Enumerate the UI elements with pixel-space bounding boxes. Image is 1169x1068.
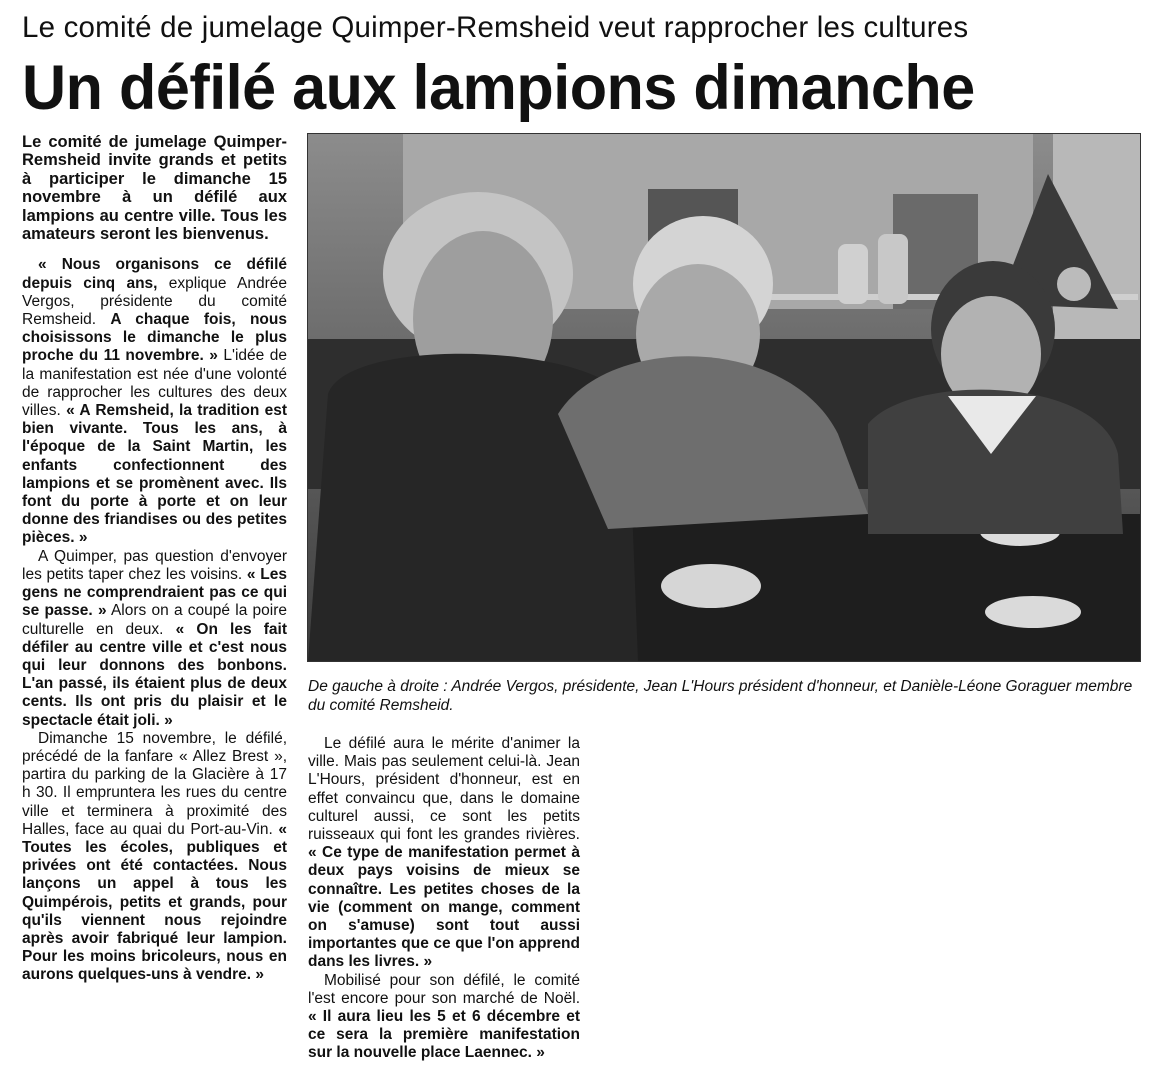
text-column-2 [308,735,580,1063]
paragraph-4 [308,735,580,972]
article-intro: Le comité de jumelage Quimper-Remsheid invite grands et petits à participer le dimanche 15 novembre à un défilé aux lampions au centre ville. Tous les amateurs seront les bienvenus. [22,133,287,244]
paragraph-5 [308,972,580,1063]
article-photo [307,133,1141,662]
quote: « Il aura lieu les 5 et 6 décembre et ce sera la première manifestation sur la nouvelle place Laennec. » [308,1008,580,1062]
quote: « Les gens ne comprendraient pas ce qui se passe. » [22,565,287,620]
text: Alors on a coupé la poire culturelle en deux. [22,602,288,638]
quote: « On les fait défiler au centre ville et c'est nous qui leur donnons des bonbons. L'an passé, ils étaient plus de deux cents. Ils ont pris du plaisir et le spectacle était joli. » [22,620,287,729]
text: A Quimper, pas question d'envoyer les petits taper chez les voisins. [22,547,287,583]
text: Mobilisé pour son défilé, le comité l'est encore pour son marché de Noël. [308,971,580,1007]
text: Dimanche 15 novembre, le défilé, précédé de la fanfare « Allez Brest », partira du parking de la Glacière à 17 h 30. Il empruntera les rues du centre ville et terminera à proximité des Halles, face au quai du Port-au-Vin. [22,729,287,838]
quote: « Nous organisons ce défilé depuis cinq ans, [22,256,287,292]
text: Le défilé aura le mérite d'animer la ville. Mais pas seulement celui-là. Jean L'Hours, président d'honneur, est en effet convaincu que, dans le domaine culturel aussi, ce sont les petits ruisseaux qui font les grandes rivières. [308,735,580,844]
article-kicker: Le comité de jumelage Quimper-Remsheid veut rapprocher les cultures [22,11,969,44]
quote: « A Remsheid, la tradition est bien vivante. Tous les ans, à l'époque de la Saint Martin, les enfants confectionnent des lampions et se promènent avec. Ils font du porte à porte et on leur donne des friandises ou des petites pièces. » [22,402,287,547]
article-headline: Un défilé aux lampions dimanche [22,53,975,123]
quote: « Ce type de manifestation permet à deux pays voisins de mieux se connaître. Les petites choses de la vie (comment on mange, comment on s'amuse) sont tout aussi importantes que ce que l'on apprend dans les livres. » [308,844,580,971]
photo-illustration [308,134,1140,661]
quote: A chaque fois, nous choisissons le dimanche le plus proche du 11 novembre. » [22,311,287,365]
photo-caption: De gauche à droite : Andrée Vergos, présidente, Jean L'Hours président d'honneur, et Danièle-Léone Goraguer membre du comité Remsheid. [308,678,1133,714]
text: explique Andrée Vergos, présidente du comité Remsheid. [22,274,287,329]
paragraph-2 [22,548,287,730]
quote: « Toutes les écoles, publiques et privées ont été contactées. Nous lançons un appel à tous les Quimpérois, petits et grands, pour qu'ils viennent nous rejoindre après avoir fabriqué leur lampion. Pour les moins bricoleurs, nous en aurons quelques-uns à vendre. » [22,820,287,984]
paragraph-3 [22,730,287,985]
text-column-1 [22,133,287,985]
text: L'idée de la manifestation est née d'une volonté de rapprocher les cultures des deux villes. [22,347,287,420]
paragraph-1 [22,256,287,547]
